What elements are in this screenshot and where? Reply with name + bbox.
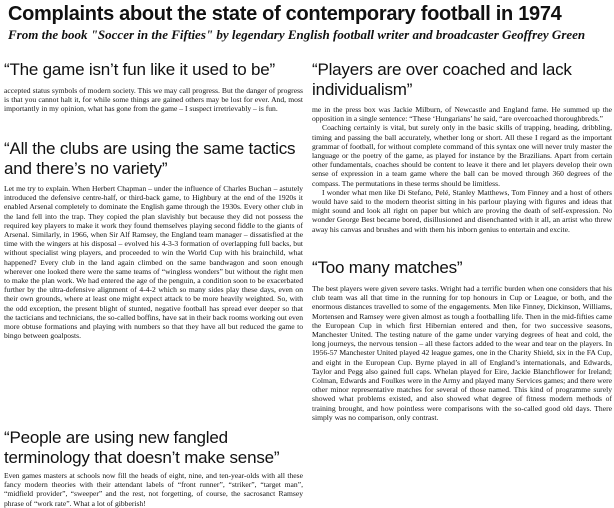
heading-tactics: “All the clubs are using the same tactics and there’s no variety” bbox=[4, 139, 296, 178]
text-fun: accepted status symbols of modern society. This we may call progress. But the danger of progress is that you cannot halt it, for while some things are gained others may be lost for ever. And, most importantly in my opinion, what has gone from the game – I suspect irretrievably – is fun. bbox=[4, 86, 303, 114]
section-tactics bbox=[4, 139, 303, 429]
heading-terminology: “People are using new fangled terminology that doesn’t make sense” bbox=[4, 428, 280, 467]
text-coached bbox=[312, 105, 612, 234]
text-tactics: Let me try to explain. When Herbert Chapman – under the influence of Charles Buchan – astutely introduced the defensive centre-half, or third-back game, to Highbury at the end of the 1920s it enabled Arsenal completely to dominate the English game through the 1930s. Every other club in the land fell into the trap. They copied the plan slavishly but because they did not possess the required key players to make it work they found themselves playing second fiddle to the giants of Arsenal. Similarly, in 1966, when Sir Alf Ramsey, the England team manager – dissatisfied at the time with the wingers at his disposal – evolved his 4-3-3 formation of overlapping full backs, but without specialist wing players, and proceeded to win the World Cup with his brainchild, what happened? Every club in the land again climbed on the same bandwagon and soon enough wherever one looked there were the same teams of “wingless wonders” but without the right men to make the plan work. We had entered the age of the penguin, a condition soon to be exacerbated further by the ultra-defensive alignment of 4-4-2 which so many sides play these days, even on their own grounds, where at least one might expect attack to be more heavily weighted. So, with the odd exception, the present blight of stunted, negative football has spread ever deeper so that the tacticians and technicians, the so-called boffins, have sat in their back rooms working out even more obtuse formations and playing with numbers so that they have all but reduced the game to bingo between goalposts. bbox=[4, 184, 303, 341]
text-coached-p1: me in the press box was Jackie Milburn, of Newcastle and England fame. He summed up the opposition in a single sentence: “These ‘Hungarians’ he said, “are overcoached thoroughbreds.” bbox=[312, 105, 612, 124]
text-coached-p2: Coaching certainly is vital, but surely only in the basic skills of trapping, heading, dribbling, timing and passing the ball accurately, whether long or short. All these I regard as the important grammar of football, for without complete command of this syntax one will never truly master the language or the poetry of the game, as played for instance by the Brazilians. Apart from certain other fundamentals, coaches should be content to leave it there and let players develop their own sense of expression in a team game where the ball can be moved through 360 degrees of the compass. The permutations in these terms should be limitless. bbox=[312, 123, 612, 188]
heading-matches: “Too many matches” bbox=[312, 258, 463, 277]
page-title: Complaints about the state of contemporary football in 1974 bbox=[8, 3, 562, 25]
page-subtitle: From the book "Soccer in the Fifties" by legendary English football writer and broadcaster Geoffrey Green bbox=[8, 27, 586, 42]
text-matches: The best players were given severe tasks. Wright had a terrific burden when one considers that his club team was all that time in the running for top honours in Cup or League, or both, and the enormous distances travelled to some of the engagements. Men like Finney, Dickinson, Williams, Mortensen and Ramsey were given almost as tough a footballing life. Then in the mid-fifties came the European Cup in which first Hibernian entered and then, for two successive seasons, Manchester United. The testing nature of the game under varying degrees of heat and cold, the long journeys, the nervous tension – all these factors added to the wear and tear on the players. In 1956-57 Manchester United played 42 league games, one in the Charity Shield, six in the FA Cup, and eight in the European Cup. Byrne played in all of England’s internationals, and Edwards, Taylor and Pegg also gained full caps. Whelan played for Eire, Jackie Blanchflower for Ireland; Colman, Edwards and Foulkes were in the Army and played many Services games; and there were other minor representative matches for several of those named. This kind of programme surely showed what problems existed, and also showed what degree of fitness modern methods of training brought, and how pointless were comparisons with the so-called good old days. There simply was no comparison, only contrast. bbox=[312, 284, 612, 422]
text-coached-p3: I wonder what men like Di Stefano, Pelé, Stanley Matthews, Tom Finney and a host of others would have said to the modern theorist sitting in his parlour playing with figures and ideas that might sound and look all right on paper but which are proving the death of self-expression. No wonder George Best became bored, disillusioned and disenchanted with it all, an artist who threw away his canvas and brushes and with them his inborn genius to entertain and excite. bbox=[312, 187, 612, 234]
section-matches bbox=[312, 258, 612, 500]
heading-coached: “Players are over coached and lack individualism” bbox=[312, 60, 572, 99]
heading-fun: “The game isn’t fun like it used to be” bbox=[4, 60, 275, 79]
section-coached bbox=[312, 60, 612, 255]
section-fun bbox=[4, 60, 303, 114]
section-terminology bbox=[4, 428, 303, 508]
text-terminology: Even games masters at schools now fill the heads of eight, nine, and ten-year-olds with all these fancy modern theories with their attendant labels of “front runner”, “striker”, “target man”, “midfield provider”, “sweeper” and the rest, not forgetting, of course, the sacrosanct Ramsey phrase of “work rate”. What a lot of gibberish! bbox=[4, 471, 303, 508]
